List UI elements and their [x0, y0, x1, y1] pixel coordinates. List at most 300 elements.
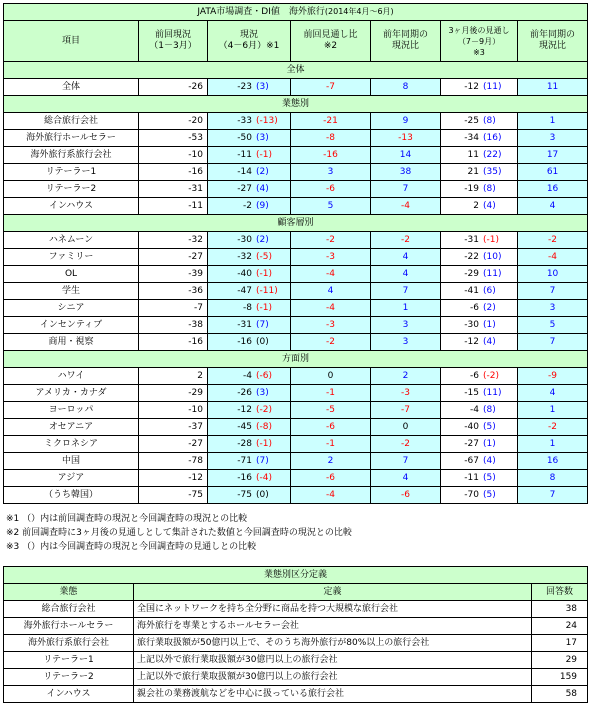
segment-header-type: 業態: [4, 584, 134, 601]
cell-yoy-outlook: 10: [518, 266, 588, 283]
cell-current-group: [208, 490, 286, 501]
cell-current-group: [208, 320, 286, 331]
cell-current-group: [208, 388, 286, 399]
cell-outlook: [441, 402, 518, 419]
cell-current-group: [208, 269, 286, 280]
cell-outlook-group: [441, 371, 513, 382]
cell-current-group: [208, 473, 286, 484]
cell-current-diff: (3): [256, 132, 269, 143]
table-row: [4, 334, 588, 351]
cell-current-diff: (7): [256, 319, 269, 330]
cell-current-value: -45: [237, 421, 252, 432]
header-current: 現況 （4－6月）※1: [208, 21, 291, 62]
cell-yoy-current: 4: [371, 266, 441, 283]
cell-outlook: [441, 79, 518, 96]
row-label: インセンティブ: [4, 317, 139, 334]
cell-outlook-diff: (11): [483, 268, 502, 279]
cell-current-diff: (-2): [256, 404, 272, 415]
row-label: シニア: [4, 300, 139, 317]
cell-current: [208, 402, 291, 419]
cell-current-value: -23: [237, 81, 252, 92]
cell-outlook-value: -70: [464, 489, 479, 500]
cell-yoy-outlook: 4: [518, 385, 588, 402]
cell-yoy-outlook: -4: [518, 249, 588, 266]
table-row: [4, 368, 588, 385]
cell-prev-current: -7: [139, 300, 208, 317]
cell-outlook-group: [441, 116, 513, 127]
section-header: 方面別: [4, 351, 588, 368]
segment-count: 24: [532, 618, 588, 635]
cell-yoy-current: -2: [371, 232, 441, 249]
cell-prev-outlook: 0: [291, 368, 371, 385]
footnotes: [6, 512, 352, 554]
row-label: ミクロネシア: [4, 436, 139, 453]
cell-current-diff: (3): [256, 81, 269, 92]
section-row: [4, 351, 588, 368]
cell-current-group: [208, 167, 286, 178]
table-row: [4, 283, 588, 300]
cell-current-value: -30: [237, 234, 252, 245]
title-text: JATA市場調査・DI値 海外旅行: [197, 7, 325, 17]
segment-title: 業態別区分定義: [4, 567, 588, 584]
section-header: 全体: [4, 62, 588, 79]
table-row: [4, 266, 588, 283]
cell-outlook-value: -6: [470, 302, 479, 313]
cell-current-value: -16: [237, 472, 252, 483]
cell-outlook-group: [441, 303, 513, 314]
cell-current-value: -75: [237, 489, 252, 500]
table-title: [4, 4, 588, 21]
row-label: ハワイ: [4, 368, 139, 385]
cell-current: [208, 198, 291, 215]
table-row: [4, 402, 588, 419]
cell-current-diff: (-1): [256, 268, 272, 279]
cell-prev-outlook: -16: [291, 147, 371, 164]
cell-yoy-outlook: 8: [518, 470, 588, 487]
cell-current-group: [208, 252, 286, 263]
cell-current: [208, 130, 291, 147]
cell-prev-outlook: -2: [291, 232, 371, 249]
di-table-body: [4, 4, 588, 504]
cell-outlook: [441, 470, 518, 487]
row-label: アジア: [4, 470, 139, 487]
table-row: [4, 147, 588, 164]
cell-outlook: [441, 300, 518, 317]
table-row: [4, 453, 588, 470]
cell-yoy-outlook: 16: [518, 181, 588, 198]
cell-yoy-outlook: 1: [518, 113, 588, 130]
cell-prev-current: -36: [139, 283, 208, 300]
di-table: [3, 3, 588, 504]
cell-prev-outlook: -4: [291, 300, 371, 317]
cell-prev-current: -27: [139, 249, 208, 266]
segment-definition: 親会社の業務渡航などを中心に扱っている旅行会社: [134, 686, 532, 703]
table-row: [4, 436, 588, 453]
row-label: ハネムーン: [4, 232, 139, 249]
cell-outlook-diff: (-1): [483, 234, 499, 245]
row-label: OL: [4, 266, 139, 283]
cell-current: [208, 470, 291, 487]
cell-current-group: [208, 235, 286, 246]
cell-yoy-outlook: -2: [518, 232, 588, 249]
cell-prev-current: -10: [139, 147, 208, 164]
cell-yoy-current: 0: [371, 419, 441, 436]
cell-outlook: [441, 385, 518, 402]
section-header: 業態別: [4, 96, 588, 113]
cell-outlook-group: [441, 405, 513, 416]
cell-outlook-group: [441, 252, 513, 263]
cell-current-diff: (7): [256, 455, 269, 466]
cell-outlook-group: [441, 167, 513, 178]
cell-prev-outlook: -1: [291, 436, 371, 453]
cell-current-value: -28: [237, 438, 252, 449]
row-label: アメリカ・カナダ: [4, 385, 139, 402]
row-label: （うち韓国）: [4, 487, 139, 504]
cell-current: [208, 385, 291, 402]
header-outlook: 3ヶ月後の見通し （7－9月） ※3: [441, 21, 518, 62]
cell-current-diff: (-8): [256, 421, 272, 432]
cell-yoy-outlook: 61: [518, 164, 588, 181]
segment-definition: 旅行業取扱額が50億円以上で、そのうち海外旅行が80%以上の旅行会社: [134, 635, 532, 652]
cell-current-value: -14: [237, 166, 252, 177]
segment-count: 38: [532, 601, 588, 618]
segment-type: リテーラー2: [4, 669, 134, 686]
cell-outlook-diff: (1): [483, 319, 496, 330]
row-label: 商用・視察: [4, 334, 139, 351]
cell-yoy-current: -4: [371, 198, 441, 215]
cell-outlook-group: [441, 235, 513, 246]
segment-type: 総合旅行会社: [4, 601, 134, 618]
cell-yoy-current: -2: [371, 436, 441, 453]
table-row: [4, 419, 588, 436]
cell-outlook-diff: (6): [483, 285, 496, 296]
table-row: [4, 181, 588, 198]
cell-yoy-current: 7: [371, 453, 441, 470]
segment-type: 海外旅行ホールセラー: [4, 618, 134, 635]
cell-outlook: [441, 164, 518, 181]
cell-outlook-diff: (5): [483, 472, 496, 483]
cell-prev-current: -27: [139, 436, 208, 453]
row-label: 全体: [4, 79, 139, 96]
cell-current-group: [208, 201, 286, 212]
cell-yoy-current: -3: [371, 385, 441, 402]
segment-header-count: 回答数: [532, 584, 588, 601]
cell-outlook-value: 11: [467, 149, 479, 160]
cell-outlook: [441, 334, 518, 351]
cell-prev-outlook: -1: [291, 385, 371, 402]
cell-prev-current: -38: [139, 317, 208, 334]
cell-outlook-group: [441, 337, 513, 348]
cell-outlook-group: [441, 473, 513, 484]
cell-current-value: -50: [237, 132, 252, 143]
cell-outlook-diff: (5): [483, 421, 496, 432]
cell-outlook: [441, 419, 518, 436]
cell-prev-outlook: -4: [291, 266, 371, 283]
cell-current-group: [208, 456, 286, 467]
cell-current-value: -33: [237, 115, 252, 126]
cell-outlook-group: [441, 133, 513, 144]
cell-current-value: -12: [237, 404, 252, 415]
cell-prev-current: -37: [139, 419, 208, 436]
table-row: [4, 249, 588, 266]
cell-current-group: [208, 303, 286, 314]
cell-yoy-current: 1: [371, 300, 441, 317]
cell-yoy-current: -13: [371, 130, 441, 147]
cell-outlook: [441, 266, 518, 283]
cell-current: [208, 249, 291, 266]
cell-prev-current: -10: [139, 402, 208, 419]
segment-row: [4, 635, 588, 652]
cell-prev-outlook: -6: [291, 419, 371, 436]
cell-current-diff: (9): [256, 200, 269, 211]
cell-outlook: [441, 317, 518, 334]
cell-outlook: [441, 453, 518, 470]
cell-current-value: -71: [237, 455, 252, 466]
cell-current-value: -47: [237, 285, 252, 296]
cell-outlook-value: -30: [464, 319, 479, 330]
segment-type: インハウス: [4, 686, 134, 703]
cell-prev-current: -53: [139, 130, 208, 147]
header-prev-outlook: 前回見通し比 ※2: [291, 21, 371, 62]
cell-yoy-current: 9: [371, 113, 441, 130]
cell-current-diff: (2): [256, 166, 269, 177]
row-label: 海外旅行系旅行会社: [4, 147, 139, 164]
segment-count: 159: [532, 669, 588, 686]
cell-current-value: -26: [237, 387, 252, 398]
cell-yoy-outlook: 3: [518, 300, 588, 317]
cell-outlook-value: -15: [464, 387, 479, 398]
cell-outlook-value: -27: [464, 438, 479, 449]
cell-outlook-diff: (22): [483, 149, 502, 160]
cell-current-group: [208, 184, 286, 195]
table-row: [4, 487, 588, 504]
cell-current: [208, 368, 291, 385]
table-row: [4, 232, 588, 249]
segment-row: [4, 618, 588, 635]
cell-yoy-outlook: 17: [518, 147, 588, 164]
cell-outlook-value: -12: [464, 336, 479, 347]
cell-outlook-value: 21: [467, 166, 479, 177]
cell-current: [208, 181, 291, 198]
cell-prev-outlook: -2: [291, 334, 371, 351]
cell-outlook: [441, 198, 518, 215]
segment-count: 29: [532, 652, 588, 669]
cell-yoy-outlook: 4: [518, 198, 588, 215]
cell-outlook-value: -19: [464, 183, 479, 194]
segment-definition: 全国にネットワークを持ち全分野に商品を持つ大規模な旅行会社: [134, 601, 532, 618]
cell-yoy-outlook: 11: [518, 79, 588, 96]
cell-prev-outlook: 4: [291, 283, 371, 300]
cell-current-group: [208, 337, 286, 348]
cell-outlook-value: -4: [470, 404, 479, 415]
header-prev-current: 前回現況 （1－3月）: [139, 21, 208, 62]
cell-current-group: [208, 439, 286, 450]
cell-outlook-diff: (1): [483, 438, 496, 449]
row-label: ファミリー: [4, 249, 139, 266]
segment-count: 58: [532, 686, 588, 703]
cell-outlook-group: [441, 201, 513, 212]
cell-yoy-current: 8: [371, 79, 441, 96]
table-row: [4, 198, 588, 215]
row-label: 学生: [4, 283, 139, 300]
cell-outlook: [441, 249, 518, 266]
cell-current: [208, 453, 291, 470]
cell-current-value: -16: [237, 336, 252, 347]
cell-yoy-current: 7: [371, 181, 441, 198]
cell-outlook: [441, 147, 518, 164]
cell-current: [208, 164, 291, 181]
segment-header-definition: 定義: [134, 584, 532, 601]
cell-yoy-outlook: 3: [518, 130, 588, 147]
cell-current: [208, 79, 291, 96]
cell-current: [208, 113, 291, 130]
cell-current-value: -8: [243, 302, 252, 313]
table-row: [4, 385, 588, 402]
cell-outlook-group: [441, 150, 513, 161]
header-yoy-outlook: 前年同期の 現況比: [518, 21, 588, 62]
cell-current-diff: (-4): [256, 472, 272, 483]
segment-type: 海外旅行系旅行会社: [4, 635, 134, 652]
cell-current-diff: (0): [256, 489, 269, 500]
cell-outlook: [441, 436, 518, 453]
cell-current-diff: (0): [256, 336, 269, 347]
cell-current-group: [208, 116, 286, 127]
cell-yoy-current: 3: [371, 334, 441, 351]
cell-prev-outlook: -7: [291, 79, 371, 96]
cell-current-value: -27: [237, 183, 252, 194]
row-label: オセアニア: [4, 419, 139, 436]
cell-current-diff: (-1): [256, 149, 272, 160]
cell-outlook-value: -22: [464, 251, 479, 262]
cell-yoy-current: 14: [371, 147, 441, 164]
segment-definition: 上記以外で旅行業取扱額が30億円以上の旅行会社: [134, 669, 532, 686]
cell-prev-current: -26: [139, 79, 208, 96]
segment-type: リテーラー1: [4, 652, 134, 669]
table-row: [4, 164, 588, 181]
cell-outlook-diff: (16): [483, 132, 502, 143]
cell-current-diff: (-11): [256, 285, 278, 296]
cell-current-value: -11: [237, 149, 252, 160]
cell-current: [208, 419, 291, 436]
cell-outlook-diff: (4): [483, 455, 496, 466]
cell-current-group: [208, 82, 286, 93]
cell-outlook: [441, 283, 518, 300]
cell-outlook: [441, 181, 518, 198]
row-label: リテーラー1: [4, 164, 139, 181]
cell-outlook: [441, 232, 518, 249]
cell-current-diff: (3): [256, 387, 269, 398]
segment-row: [4, 601, 588, 618]
footnote-3: ※3 （）内は今回調査時の現況と今回調査時の見通しとの比較: [6, 542, 257, 552]
cell-outlook: [441, 487, 518, 504]
header-item: 項目: [4, 21, 139, 62]
cell-outlook: [441, 113, 518, 130]
cell-current-diff: (-1): [256, 438, 272, 449]
cell-current: [208, 487, 291, 504]
cell-current-group: [208, 286, 286, 297]
cell-outlook-value: -6: [470, 370, 479, 381]
footnote-2: ※2 前回調査時に3ヶ月後の見通しとして集計された数値と今回調査時の現況との比較: [6, 528, 352, 538]
cell-outlook-group: [441, 439, 513, 450]
segment-table-body: [4, 567, 588, 703]
cell-outlook-value: -67: [464, 455, 479, 466]
cell-outlook-diff: (11): [483, 81, 502, 92]
cell-current-value: -32: [237, 251, 252, 262]
cell-current-value: -2: [243, 200, 252, 211]
cell-prev-outlook: 2: [291, 453, 371, 470]
segment-definition: 海外旅行を専業とするホールセラー会社: [134, 618, 532, 635]
cell-current-diff: (-13): [256, 115, 278, 126]
cell-outlook-group: [441, 320, 513, 331]
section-header: 顧客層別: [4, 215, 588, 232]
cell-outlook-group: [441, 388, 513, 399]
segment-definition-table: [3, 566, 588, 703]
cell-outlook-diff: (11): [483, 387, 502, 398]
cell-outlook-diff: (8): [483, 404, 496, 415]
cell-yoy-outlook: 1: [518, 436, 588, 453]
segment-definition: 上記以外で旅行業取扱額が30億円以上の旅行会社: [134, 652, 532, 669]
cell-prev-current: -16: [139, 334, 208, 351]
cell-yoy-current: 38: [371, 164, 441, 181]
cell-outlook-diff: (4): [483, 200, 496, 211]
cell-yoy-current: 3: [371, 317, 441, 334]
cell-outlook-diff: (10): [483, 251, 502, 262]
cell-prev-outlook: -3: [291, 317, 371, 334]
segment-row: [4, 652, 588, 669]
cell-yoy-outlook: 1: [518, 402, 588, 419]
cell-outlook-diff: (8): [483, 115, 496, 126]
title-row: [4, 4, 588, 21]
cell-outlook-value: -31: [464, 234, 479, 245]
cell-outlook-group: [441, 269, 513, 280]
cell-yoy-current: -7: [371, 402, 441, 419]
cell-current-diff: (4): [256, 183, 269, 194]
cell-prev-current: 2: [139, 368, 208, 385]
cell-current: [208, 147, 291, 164]
cell-current: [208, 300, 291, 317]
cell-prev-current: -11: [139, 198, 208, 215]
row-label: 海外旅行ホールセラー: [4, 130, 139, 147]
cell-prev-current: -16: [139, 164, 208, 181]
cell-prev-current: -12: [139, 470, 208, 487]
cell-current-group: [208, 133, 286, 144]
cell-prev-current: -29: [139, 385, 208, 402]
cell-current-value: -31: [237, 319, 252, 330]
cell-current-group: [208, 405, 286, 416]
cell-current: [208, 317, 291, 334]
cell-outlook-group: [441, 490, 513, 501]
cell-outlook-value: -11: [464, 472, 479, 483]
cell-current: [208, 266, 291, 283]
cell-prev-outlook: -8: [291, 130, 371, 147]
title-period: (2014年4月～6月): [324, 7, 394, 16]
table-row: [4, 470, 588, 487]
cell-outlook: [441, 368, 518, 385]
table-row: [4, 79, 588, 96]
footnote-1: ※1 （）内は前回調査時の現況と今回調査時の現況との比較: [6, 514, 248, 524]
segment-count: 17: [532, 635, 588, 652]
cell-outlook-group: [441, 184, 513, 195]
header-yoy-current: 前年同期の 現況比: [371, 21, 441, 62]
cell-current-group: [208, 371, 286, 382]
cell-prev-current: -78: [139, 453, 208, 470]
cell-prev-outlook: -3: [291, 249, 371, 266]
cell-prev-outlook: 5: [291, 198, 371, 215]
segment-header-row: [4, 584, 588, 601]
row-label: ヨーロッパ: [4, 402, 139, 419]
cell-current-value: -40: [237, 268, 252, 279]
cell-yoy-current: -6: [371, 487, 441, 504]
